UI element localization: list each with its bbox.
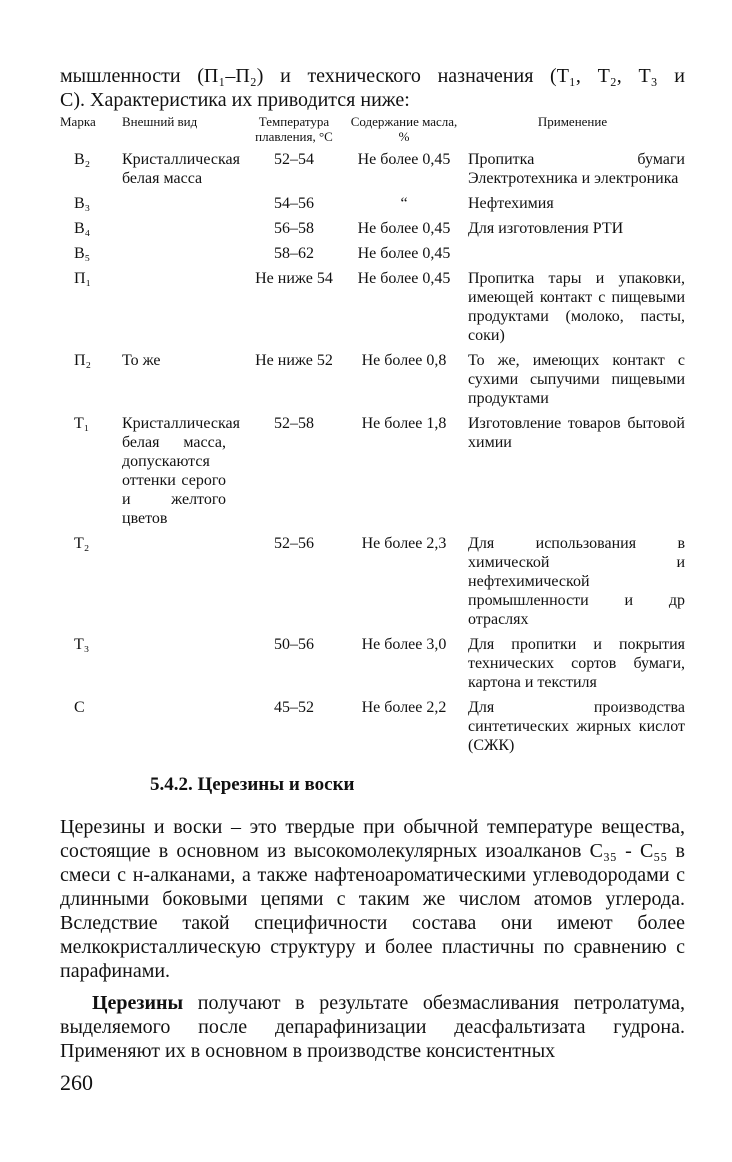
cell-mark: П₂ bbox=[74, 352, 92, 369]
cell-mark: Т₃ bbox=[74, 636, 90, 653]
cell-mark: В₄ bbox=[74, 220, 91, 237]
cell-look bbox=[122, 194, 240, 219]
cell-temp: Не ниже 52 bbox=[255, 352, 333, 369]
cell-use: Для производства синтетических жирных кислот (СЖК) bbox=[468, 699, 685, 754]
cell-look bbox=[122, 635, 240, 698]
header-look: Внешний вид bbox=[122, 114, 198, 129]
intro-line-2: С). Характеристика их приводится ниже: bbox=[60, 89, 410, 111]
paragraph-2 bbox=[60, 991, 685, 1063]
cell-oil: Не более 0,45 bbox=[357, 245, 451, 262]
cell-look bbox=[122, 534, 240, 635]
cell-mark: Т₁ bbox=[74, 415, 90, 432]
cell-oil: Не более 1,8 bbox=[361, 415, 447, 432]
header-use: Применение bbox=[537, 114, 608, 129]
cell-mark: С bbox=[74, 699, 85, 716]
table-row bbox=[60, 698, 685, 761]
paragraph-2-text: получают в результате обезмасливания петролатума, выделяемого после депарафинизации деасфальтизата гудрона. Применяют их в основном в производстве консистентных bbox=[60, 992, 685, 1062]
cell-temp: 54–56 bbox=[274, 195, 314, 212]
cell-use: Для изготовления РТИ bbox=[468, 220, 624, 237]
table-row bbox=[60, 635, 685, 698]
cell-look bbox=[122, 698, 240, 761]
page-content bbox=[60, 64, 685, 1063]
cell-oil: Не более 2,3 bbox=[361, 535, 447, 552]
cell-temp: 58–62 bbox=[274, 245, 314, 262]
intro-line-1: мышленности (П₁–П₂) и технического назначения (Т₁, Т₂, Т₃ и bbox=[60, 65, 685, 87]
cell-temp: 52–54 bbox=[274, 151, 314, 168]
table-row bbox=[60, 269, 685, 351]
cell-look: То же bbox=[122, 352, 161, 369]
cell-look bbox=[122, 219, 240, 244]
cell-oil: Не более 2,2 bbox=[361, 699, 447, 716]
spec-table bbox=[60, 114, 685, 761]
cell-use: Изготовление товаров бытовой химии bbox=[468, 415, 685, 451]
cell-mark: В₅ bbox=[74, 245, 91, 262]
table-row bbox=[60, 150, 685, 194]
header-oil: Содержание масла, % bbox=[350, 114, 458, 144]
cell-use: Пропитка тары и упаковки, имеющей контакт с пищевыми продуктами (молоко, пасты, соки) bbox=[468, 270, 685, 344]
cell-mark: В₂ bbox=[74, 151, 91, 168]
cell-use: То же, имеющих контакт с сухими сыпучими пищевыми продуктами bbox=[468, 352, 685, 407]
cell-look bbox=[122, 244, 240, 269]
cell-oil: “ bbox=[400, 195, 408, 212]
cell-use: Для использования в химической и нефтехимической промышленности и др отраслях bbox=[468, 535, 685, 628]
cell-temp: Не ниже 54 bbox=[255, 270, 333, 287]
paragraph-1: Церезины и воски – это твердые при обычной температуре вещества, состоящие в основном из высокомолекулярных изоалканов С₃₅ - С₅₅ в смеси с н-алканами, а также нафтеноароматическими углеводородами с длинными боковыми цепями с таким же числом атомов углерода. Вследствие такой специфичности состава они имеют более мелкокристаллическую структуру и более пластичны по сравнению с парафинами. bbox=[60, 816, 685, 982]
cell-temp: 50–56 bbox=[274, 636, 314, 653]
cell-oil: Не более 3,0 bbox=[361, 636, 447, 653]
table-row bbox=[60, 219, 685, 244]
cell-use: Нефтехимия bbox=[468, 195, 554, 212]
table-row bbox=[60, 534, 685, 635]
cell-use: Пропитка бумаги Электротехника и электроника bbox=[468, 151, 685, 187]
cell-temp: 45–52 bbox=[274, 699, 314, 716]
cell-oil: Не более 0,45 bbox=[357, 270, 451, 287]
header-mark: Марка bbox=[60, 114, 96, 129]
cell-look bbox=[122, 269, 240, 351]
cell-mark: П₁ bbox=[74, 270, 92, 287]
cell-oil: Не более 0,8 bbox=[361, 352, 447, 369]
table-row bbox=[60, 244, 685, 269]
table-row bbox=[60, 351, 685, 414]
header-temp: Температура плавления, °С bbox=[255, 114, 333, 144]
cell-oil: Не более 0,45 bbox=[357, 220, 451, 237]
cell-look: Кристаллическая белая масса bbox=[122, 151, 240, 187]
section-title: 5.4.2. Церезины и воски bbox=[150, 774, 355, 795]
cell-temp: 52–56 bbox=[274, 535, 314, 552]
cell-temp: 56–58 bbox=[274, 220, 314, 237]
table-row bbox=[60, 414, 685, 534]
cell-temp: 52–58 bbox=[274, 415, 314, 432]
paragraph-2-lead: Церезины bbox=[92, 992, 184, 1014]
cell-mark: В₃ bbox=[74, 195, 91, 212]
table-row bbox=[60, 194, 685, 219]
cell-use bbox=[460, 244, 685, 269]
cell-use: Для пропитки и покрытия технических сортов бумаги, картона и текстиля bbox=[468, 636, 685, 691]
cell-oil: Не более 0,45 bbox=[357, 151, 451, 168]
page-number: 260 bbox=[60, 1070, 93, 1095]
table-header-row bbox=[60, 114, 685, 150]
cell-look: Кристаллическая белая масса, допускаются оттенки серого и желтого цветов bbox=[122, 415, 240, 527]
cell-mark: Т₂ bbox=[74, 535, 90, 552]
